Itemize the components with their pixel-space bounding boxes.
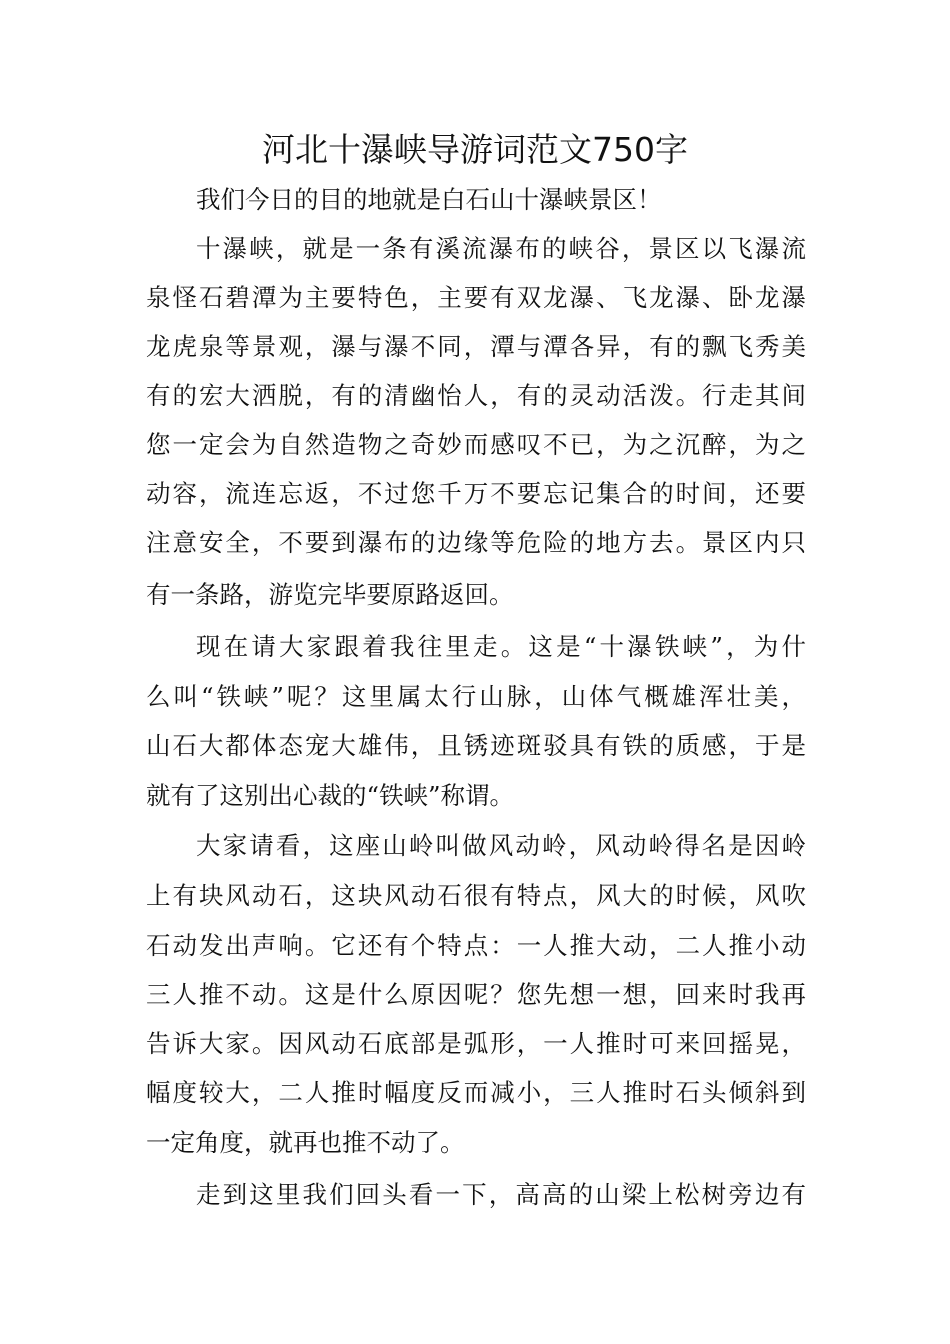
text-line: 一定角度，就再也推不动了。: [146, 1128, 465, 1157]
text-line: 您一定会为自然造物之奇妙而感叹不已，为之沉醉，为之: [146, 430, 806, 459]
text-line: 大家请看，这座山岭叫做风动岭，风动岭得名是因岭: [196, 831, 806, 860]
text-line: 幅度较大，二人推时幅度反而减小，三人推时石头倾斜到: [146, 1078, 806, 1107]
text-line: 有一条路，游览完毕要原路返回。: [146, 580, 514, 609]
text-line: 现在请大家跟着我往里走。这是“十瀑铁峡”，为什: [196, 632, 806, 661]
text-line: 么叫“铁峡”呢？这里属太行山脉，山体气概雄浑壮美，: [146, 682, 806, 711]
text-line: 十瀑峡，就是一条有溪流瀑布的峡谷，景区以飞瀑流: [196, 234, 806, 263]
text-line: 山石大都体态宠大雄伟，且锈迹斑驳具有铁的质感，于是: [146, 731, 806, 760]
text-line: 告诉大家。因风动石底部是弧形，一人推时可来回摇晃，: [146, 1029, 806, 1058]
document-title: 河北十瀑峡导游词范文750字: [262, 130, 688, 169]
text-line: 注意安全，不要到瀑布的边缘等危险的地方去。景区内只: [146, 528, 806, 557]
text-line: 就有了这别出心裁的“铁峡”称谓。: [146, 781, 515, 810]
text-line: 泉怪石碧潭为主要特色，主要有双龙瀑、飞龙瀑、卧龙瀑: [146, 283, 806, 312]
text-line: 走到这里我们回头看一下，高高的山梁上松树旁边有: [196, 1180, 806, 1209]
text-line: 上有块风动石，这块风动石很有特点，风大的时候，风吹: [146, 881, 806, 910]
text-line: 龙虎泉等景观，瀑与瀑不同，潭与潭各异，有的飘飞秀美: [146, 332, 806, 361]
text-line: 有的宏大洒脱，有的清幽怡人，有的灵动活泼。行走其间: [146, 381, 806, 410]
text-line: 动容，流连忘返，不过您千万不要忘记集合的时间，还要: [146, 479, 806, 508]
text-line: 我们今日的目的地就是白石山十瀑峡景区！: [196, 185, 662, 214]
text-line: 石动发出声响。它还有个特点：一人推大动，二人推小动: [146, 931, 806, 960]
text-line: 三人推不动。这是什么原因呢？您先想一想，回来时我再: [146, 980, 806, 1009]
